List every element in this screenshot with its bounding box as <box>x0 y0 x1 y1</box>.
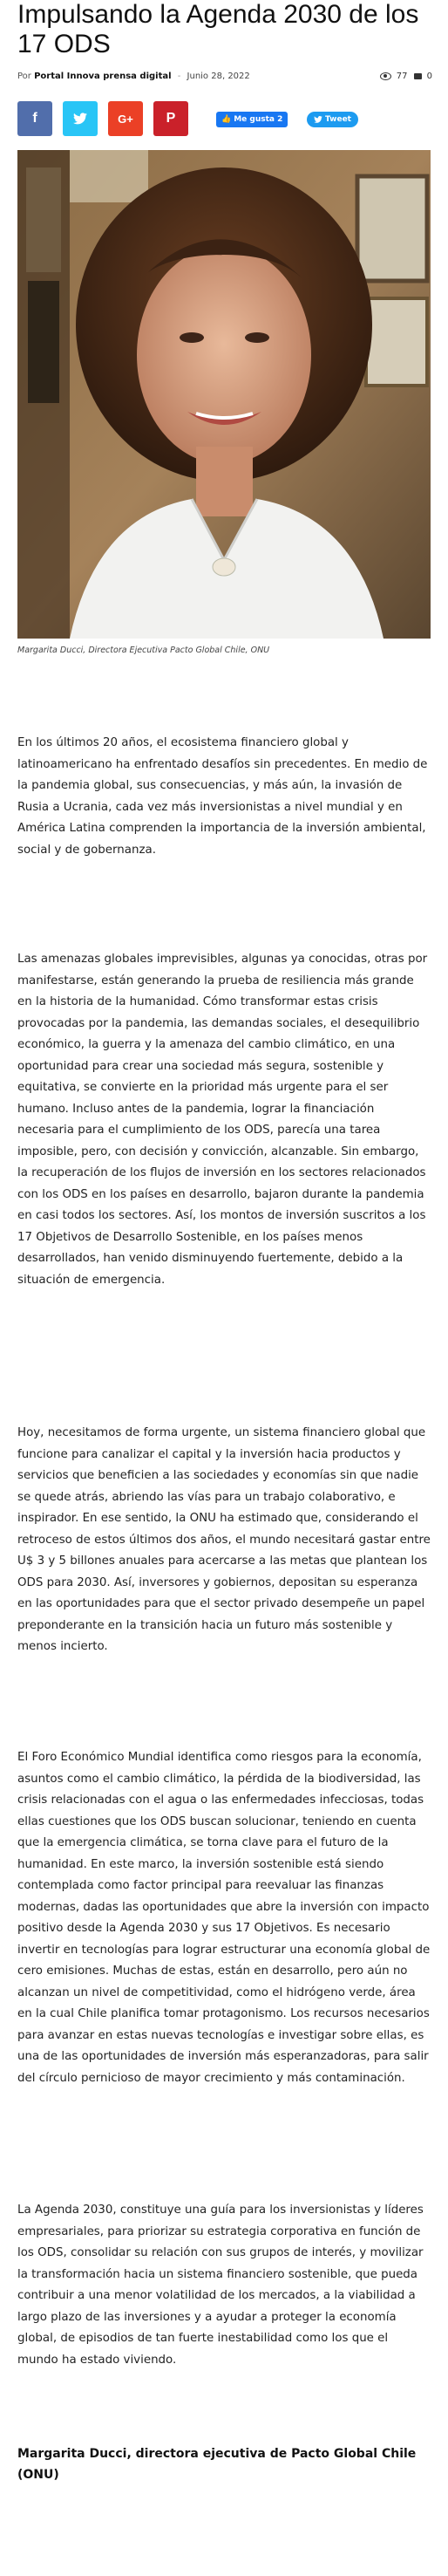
facebook-share-button[interactable] <box>17 101 52 136</box>
article-meta <box>17 72 432 85</box>
views-count: 77 <box>396 72 408 81</box>
portrait-photo <box>17 150 431 639</box>
paragraph-4: El Foro Económico Mundial identifica como riesgos para la economía, asuntos como el cambio climático, la pérdida de la biodiversidad, las crisis relacionadas con el agua o las enfermedades infecciosas, todas ellas cuestiones que los ODS buscan solucionar, teniendo en cuenta que la emergencia climática, se torna clave para el futuro de la humanidad. En este marco, la inversión sostenible está siendo contemplada como factor principal para reevaluar las finanzas modernas, dadas las oportunidades que abre la inversión con impacto positivo desde la Agenda 2030 y sus 17 Objetivos. Es necesario invertir en tecnologías para lograr estructurar una economía global de cero emisiones. Muchas de estas, están en desarrollo, pero aún no alcanzan un nivel de competitividad, como el hidrógeno verde, área en la cual Chile planifica tomar protagonismo. Los recursos necesarios para avanzar en estas nuevas tecnologías e investigar sobre ellas, es una de las oportunidades de inversión más esperanzadoras, para salir del círculo pernicioso de mayor crecimiento y más contaminación. <box>17 1751 431 2085</box>
googleplus-icon: G+ <box>118 112 133 126</box>
author-link[interactable]: Portal Innova prensa digital <box>34 72 172 81</box>
by-label: Por <box>17 72 31 81</box>
paragraph-2: Las amenazas globales imprevisibles, algunas ya conocidas, otras por manifestarse, están generando la prueba de resiliencia más grande en la historia de la humanidad. Cómo transformar estas crisis provocadas por la pandemia, las demandas sociales, el desequilibrio económico, la guerra y la amenaza del cambio climático, en una oportunidad para crear una sociedad más segura, sostenible y equitativa, se convierte en la prioridad más urgente para el ser humano. Incluso antes de la pandemia, lograr la financiación necesaria para el cumplimiento de los ODS, parecía una tarea imposible, pero, con decisión y convicción, alcanzable. Sin embargo, la recuperación de los flujos de inversión en los sectores relacionados con los ODS en los países en desarrollo, bajaron durante la pandemia en casi todos los sectores. Así, los montos de inversión suscritos a los 17 Objetivos de Desarrollo Sostenible, en los países menos desarrollados, han venido disminuyendo fuertemente, debido a la situación de emergencia. <box>17 953 428 1287</box>
thumbs-up-icon: 👍 <box>221 115 232 124</box>
twitter-share-button[interactable] <box>63 101 98 136</box>
share-bar <box>17 101 436 136</box>
meta-separator: - <box>177 72 181 81</box>
portrait-illustration <box>17 150 431 639</box>
comment-icon[interactable] <box>414 73 422 79</box>
author-signature: Margarita Ducci, directora ejecutiva de Pacto Global Chile (ONU) <box>17 2447 417 2482</box>
paragraph-1: En los últimos 20 años, el ecosistema financiero global y latinoamericano ha enfrentado desafíos sin precedentes. En medio de la pandemia global, sus consecuencias, y más aún, la invasión de Rusia a Ucrania, cada vez más inversionistas a nivel mundial y en América Latina comprenden la importancia de la inversión ambiental, social y de gobernanza. <box>17 736 428 857</box>
eye-icon <box>380 72 391 80</box>
pinterest-share-button[interactable] <box>153 101 188 136</box>
article-stats <box>377 72 432 81</box>
pinterest-icon: P <box>166 111 176 126</box>
googleplus-share-button[interactable] <box>108 101 143 136</box>
tweet-button[interactable] <box>307 112 358 127</box>
twitter-bird-icon <box>314 116 322 123</box>
like-label: Me gusta 2 <box>234 115 283 124</box>
paragraph-3: Hoy, necesitamos de forma urgente, un sistema financiero global que funcione para canalizar el capital y la inversión hacia productos y servicios que beneficien a las sociedades y economías sin que nadie se quede atrás, abriendo las vías para un trabajo colaborativo, e inspirador. En ese sentido, la ONU ha estimado que, considerando el retroceso de estos últimos dos años, el mundo necesitará gastar entre U$ 3 y 5 billones anuales para acercarse a las metas que plantean los ODS para 2030. Así, inversores y gobiernos, depositan su esperanza en las oportunidades para que el sector privado desempeñe un papel preponderante en la transición hacia un futuro más sostenible y menos incierto. <box>17 1426 431 1653</box>
article-title: Impulsando la Agenda 2030 de los 17 ODS <box>17 0 419 58</box>
twitter-icon <box>73 113 87 125</box>
comments-count[interactable]: 0 <box>426 72 432 81</box>
publish-date: Junio 28, 2022 <box>187 72 250 81</box>
facebook-icon: f <box>32 111 37 126</box>
tweet-label: Tweet <box>325 115 351 124</box>
paragraph-5: La Agenda 2030, constituye una guía para los inversionistas y líderes empresariales, para priorizar su estrategia corporativa en función de los ODS, consolidar su relación con sus grupos de interés, y movilizar la transformación hacia un sistema financiero sostenible, que pueda contribuir a una menor volatilidad de los mercados, a la viabilidad a largo plazo de las inversiones y a ayudar a proteger la economía global, de episodios de tan fuerte inestabilidad como los que el mundo ha estado viviendo. <box>17 2204 424 2367</box>
facebook-like-button[interactable] <box>216 112 288 127</box>
photo-caption: Margarita Ducci, Directora Ejecutiva Pacto Global Chile, ONU <box>17 646 270 655</box>
